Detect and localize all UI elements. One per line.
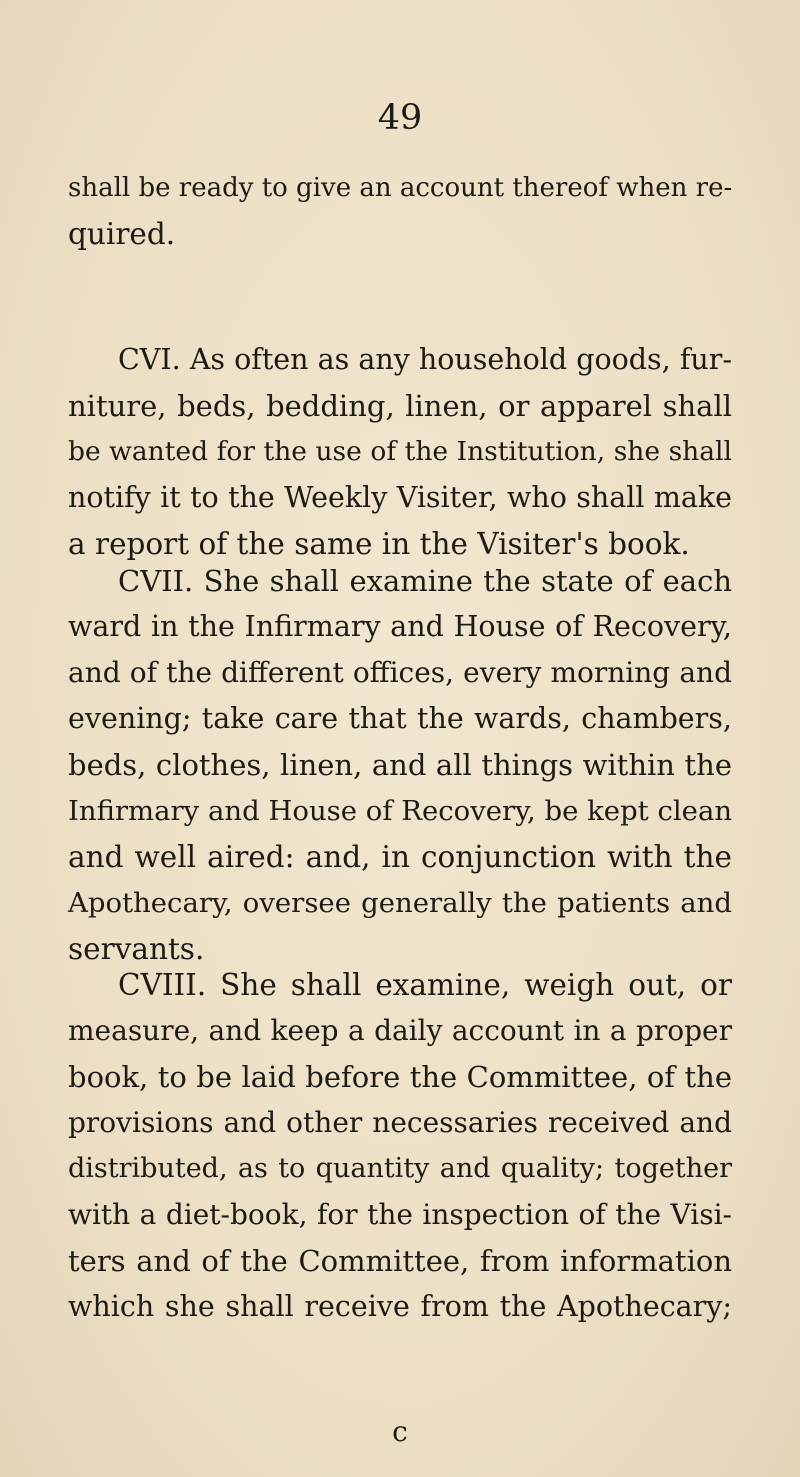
text-line: measure, and keep a daily account in a proper (68, 1014, 732, 1047)
text-line: beds, clothes, linen, and all things within the (68, 748, 732, 782)
text-line: ward in the Infirmary and House of Recovery, (68, 610, 732, 643)
paragraph-cviii (68, 962, 732, 1330)
text-line: niture, beds, bedding, linen, or apparel shall (68, 389, 732, 423)
text-line: book, to be laid before the Committee, of the (68, 1060, 732, 1094)
signature-mark: c (392, 1415, 408, 1448)
text-line: Apothecary, oversee generally the patients and (68, 887, 732, 919)
text-line: be wanted for the use of the Institution, she shall (68, 436, 732, 467)
text-line: CVI. As often as any household goods, fur- (118, 343, 732, 376)
text-line: and of the different offices, every morning and (68, 656, 732, 689)
text-line: servants. (68, 932, 205, 966)
text-line: shall be ready to give an account thereof when re- (68, 173, 733, 203)
text-line: CVII. She shall examine the state of each (118, 564, 732, 598)
text-line: a report of the same in the Visiter's book. (68, 527, 690, 561)
text-line: quired. (68, 217, 176, 251)
text-line: which she shall receive from the Apothecary; (68, 1290, 732, 1323)
paragraph-cvii (68, 558, 732, 972)
text-line: CVIII. She shall examine, weigh out, or (118, 968, 732, 1002)
text-line: Infirmary and House of Recovery, be kept clean (68, 795, 733, 827)
text-line: with a diet-book, for the inspection of the Visi- (68, 1198, 732, 1231)
text-line: notify it to the Weekly Visiter, who shall make (68, 481, 732, 514)
text-line: evening; take care that the wards, chambers, (68, 702, 732, 735)
page-number: 49 (377, 98, 423, 138)
text-line: provisions and other necessaries received and (68, 1106, 732, 1139)
text-line: ters and of the Committee, from information (68, 1244, 732, 1278)
paragraph-continuation (68, 165, 732, 257)
text-line: distributed, as to quantity and quality; together (68, 1153, 732, 1184)
paragraph-cvi (68, 337, 732, 567)
text-line: and well aired: and, in conjunction with the (68, 840, 732, 874)
